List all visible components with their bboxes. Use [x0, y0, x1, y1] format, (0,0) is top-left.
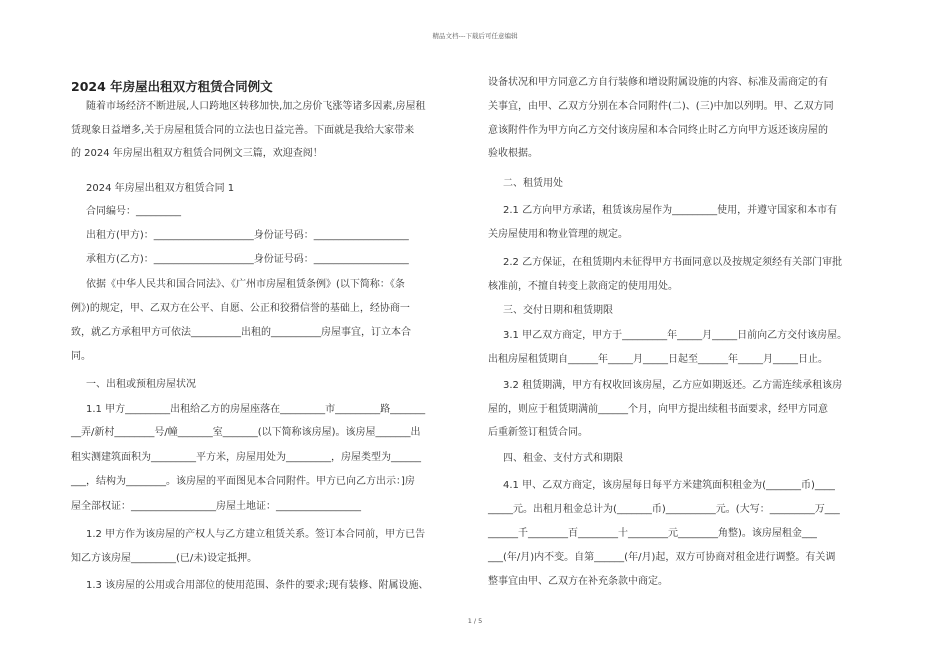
text-line: 合同编号：_________	[86, 206, 181, 217]
text-line: 设备状况和甲方同意乙方自行装修和增设附属设施的内容、标准及需商定的有	[488, 77, 828, 88]
page-header: 精品文档---下载后可任意编辑	[432, 32, 518, 40]
text-line: 3.2 租赁期满，甲方有权收回该房屋，乙方应如期返还。乙方需连续承租该房	[503, 380, 843, 391]
text-line: 1.2 甲方作为该房屋的产权人与乙方建立租赁关系。签订本合同前，甲方已告	[86, 529, 426, 540]
text-line: 关事宜，由甲、乙双方分别在本合同附件(二)、(三)中加以列明。甲、乙双方同	[488, 101, 834, 112]
text-line: 随着市场经济不断进展,人口跨地区转移加快,加之房价飞涨等诸多因素,房屋租	[86, 101, 426, 112]
text-line: 验收根据。	[488, 148, 538, 159]
text-line: 租实测建筑面积为_________平方米，房屋用处为_________，房屋类型为______	[71, 452, 421, 463]
text-line: 二、租赁用处	[503, 178, 563, 189]
text-line: 2024 年房屋出租双方租赁合同 1	[86, 183, 235, 194]
text-line: 承租方(乙方)：____________________身份证号码：___________________	[86, 254, 409, 265]
text-line: 致，就乙方承租甲方可依法__________出租的__________房屋事宜，订立本合	[71, 327, 411, 338]
text-line: ______千________百________十________元________角整)。该房屋租金___	[488, 528, 817, 539]
text-line: 同。	[71, 351, 91, 362]
text-line: 整事宜由甲、乙双方在补充条款中商定。	[488, 576, 668, 587]
text-line: 的 2024 年房屋出租双方租赁合同例文三篇，欢迎查阅！	[71, 148, 323, 159]
text-line: 屋的，则应于租赁期满前______个月，向甲方提出续租书面要求，经甲方同意	[488, 404, 828, 415]
text-line: 意该附件作为甲方向乙方交付该房屋和本合同终止时乙方向甲方返还该房屋的	[488, 125, 828, 136]
text-line: 2.2 乙方保证，在租赁期内未征得甲方书面同意以及按规定须经有关部门审批	[503, 257, 843, 268]
text-line: 1.1 甲方_________出租给乙方的房屋座落在_________市_________路_______	[86, 404, 426, 415]
text-line: 知乙方该房屋_________(已/未)设定抵押。	[71, 553, 258, 564]
text-line: 一、出租或预租房屋状况	[86, 379, 196, 390]
text-line: 赁现象日益增多,关于房屋租赁合同的立法也日益完善。下面就是我给大家带来	[71, 125, 415, 136]
text-line: 三、交付日期和租赁期限	[503, 305, 613, 316]
document-title: 2024 年房屋出租双方租赁合同例文	[71, 79, 273, 94]
text-line: 依据《中华人民共和国合同法》、《广州市房屋租赁条例》(以下简称：《条	[86, 279, 405, 290]
text-line: _____元。出租月租金总计为(_______币)__________元。(大写：_________万___	[488, 504, 840, 515]
text-line: 2.1 乙方向甲方承诺，租赁该房屋作为_________使用，并遵守国家和本市有	[503, 205, 838, 216]
text-line: __弄/新村________号/幢_______室_______(以下简称该房屋)。该房屋_______出	[71, 427, 421, 438]
text-line: 四、租金、支付方式和期限	[503, 453, 623, 464]
text-line: 1.3 该房屋的公用或合用部位的使用范围、条件的要求;现有装修、附属设施、	[86, 580, 429, 591]
text-line: 出租房屋租赁期自______年_____月_____日起至______年_____月_____日止。	[488, 354, 828, 365]
text-line: 3.1 甲乙双方商定，甲方于_________年_____月_____日前向乙方交付该房屋。	[503, 330, 848, 341]
text-line: ___，结构为________。该房屋的平面图见本合同附件。甲方已向乙方出示：]房	[71, 476, 415, 487]
text-line: 后重新签订租赁合同。	[488, 427, 588, 438]
text-line: 4.1 甲、乙双方商定，该房屋每日每平方米建筑面积租金为(_______币)____	[503, 480, 835, 491]
text-line: 核准前，不擅自转变上款商定的使用用处。	[488, 281, 678, 292]
text-line: 例》)的规定，甲、乙双方在公平、自愿、公正和狡猾信誉的基础上，经协商一	[71, 303, 410, 314]
text-line: 屋全部权证：_________________房屋土地证：_________________	[71, 501, 361, 512]
page-footer: 1 / 5	[467, 617, 483, 625]
text-line: ___(年/月)内不变。自第______(年/月)起，双方可协商对租金进行调整。有关调	[488, 552, 836, 563]
text-line: 关房屋使用和物业管理的规定。	[488, 229, 628, 240]
text-line: 出租方(甲方)：____________________身份证号码：___________________	[86, 230, 409, 241]
